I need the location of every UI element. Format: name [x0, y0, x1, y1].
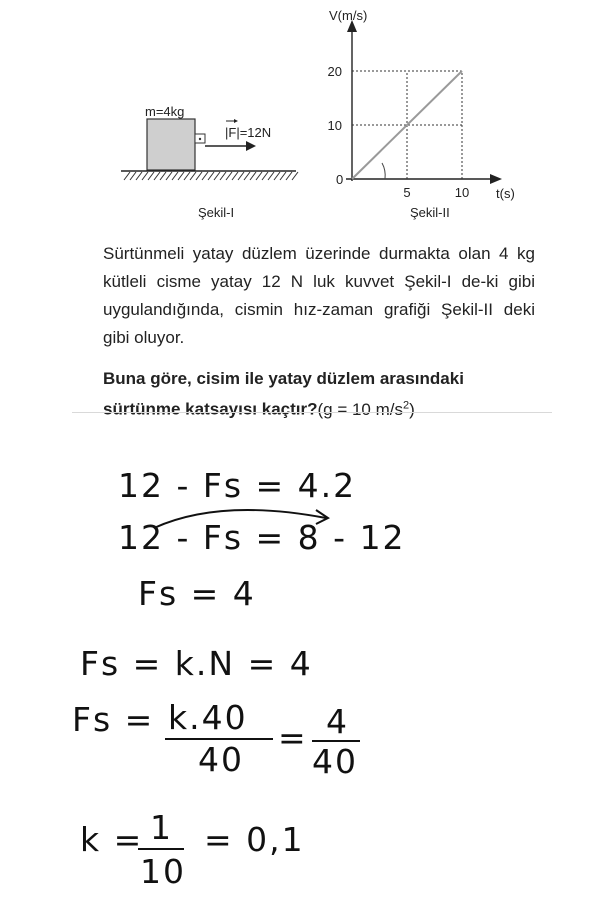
hatch-mark — [136, 172, 142, 180]
handwritten-line-5-numerator: k.40 — [168, 698, 248, 737]
hatch-mark — [124, 172, 130, 180]
y-tick-label-20: 20 — [327, 64, 342, 79]
x-axis-arrowhead — [490, 174, 502, 184]
handwritten-line-6-denominator: 10 — [140, 852, 186, 891]
figure-1 — [0, 0, 300, 230]
hatch-mark — [286, 172, 292, 180]
hatch-mark — [274, 172, 280, 180]
block — [147, 119, 195, 170]
hatch-mark — [232, 172, 238, 180]
hatch-mark — [184, 172, 190, 180]
hatch-mark — [268, 172, 274, 180]
hatch-mark — [226, 172, 232, 180]
handwritten-line-3: Fs = 4 — [138, 574, 256, 613]
hatch-mark — [148, 172, 154, 180]
handwritten-line-6-lhs: k = — [80, 820, 144, 859]
handwritten-line-2: 12 - Fs = 8 - 12 — [118, 518, 406, 557]
hatch-mark — [160, 172, 166, 180]
hatch-mark — [178, 172, 184, 180]
ground-hatch — [124, 172, 298, 180]
handwritten-line-6-rhs: = 0,1 — [204, 820, 305, 859]
question-text — [103, 366, 535, 423]
handwritten-line-1: 12 - Fs = 4.2 — [118, 466, 357, 505]
handwritten-line-4: Fs = k.N = 4 — [80, 644, 313, 683]
hatch-mark — [142, 172, 148, 180]
hatch-mark — [166, 172, 172, 180]
hatch-mark — [220, 172, 226, 180]
x-axis-label: t(s) — [496, 186, 515, 201]
handwritten-line-5-lhs: Fs = — [72, 700, 155, 739]
separator-line — [72, 412, 552, 413]
substitution-arrow — [140, 502, 340, 532]
hatch-mark — [214, 172, 220, 180]
y-tick-label-10: 10 — [327, 118, 342, 133]
angle-arc — [382, 163, 385, 179]
x-tick-label-10: 10 — [454, 185, 470, 200]
hatch-mark — [262, 172, 268, 180]
figure-1-caption: Şekil-I — [198, 205, 235, 220]
mass-label: m=4kg — [145, 104, 185, 119]
origin-label: 0 — [336, 172, 344, 187]
y-axis-label: V(m/s) — [329, 8, 368, 23]
question-bold: Buna göre, cisim ile yatay düzlem arasındaki sürtünme katsayısı kaçtır? — [103, 369, 464, 419]
hatch-mark — [238, 172, 244, 180]
figure-2-chart — [300, 0, 601, 230]
handwritten-line-6-numerator: 1 — [150, 808, 173, 847]
handwritten-line-5-right-numerator: 4 — [326, 702, 349, 741]
hatch-mark — [190, 172, 196, 180]
problem-text: Sürtünmeli yatay düzlem üzerinde durmakta olan 4 kg kütleli cisme yatay 12 N luk kuvvet Şekil-I de-ki gibi uygulandığında, cismin hız-zaman grafiği Şekil-II deki gibi oluyor. — [103, 244, 535, 347]
hatch-mark — [130, 172, 136, 180]
hatch-mark — [292, 172, 298, 180]
hatch-mark — [208, 172, 214, 180]
hatch-mark — [196, 172, 202, 180]
hatch-mark — [256, 172, 262, 180]
hatch-mark — [202, 172, 208, 180]
hatch-mark — [250, 172, 256, 180]
handwritten-line-5-right-denominator: 40 — [312, 742, 358, 781]
hatch-mark — [244, 172, 250, 180]
handwritten-line-5-denominator: 40 — [198, 740, 244, 779]
force-label: |F|=12N — [225, 125, 272, 140]
hatch-mark — [154, 172, 160, 180]
hatch-mark — [172, 172, 178, 180]
x-tick-label-5: 5 — [403, 185, 411, 200]
handwritten-line-5-equals: = — [278, 718, 308, 757]
question-gravity: (g = 10 $m/s^2$) — [317, 399, 415, 419]
hatch-mark — [280, 172, 286, 180]
figure-2-caption: Şekil-II — [410, 205, 450, 220]
